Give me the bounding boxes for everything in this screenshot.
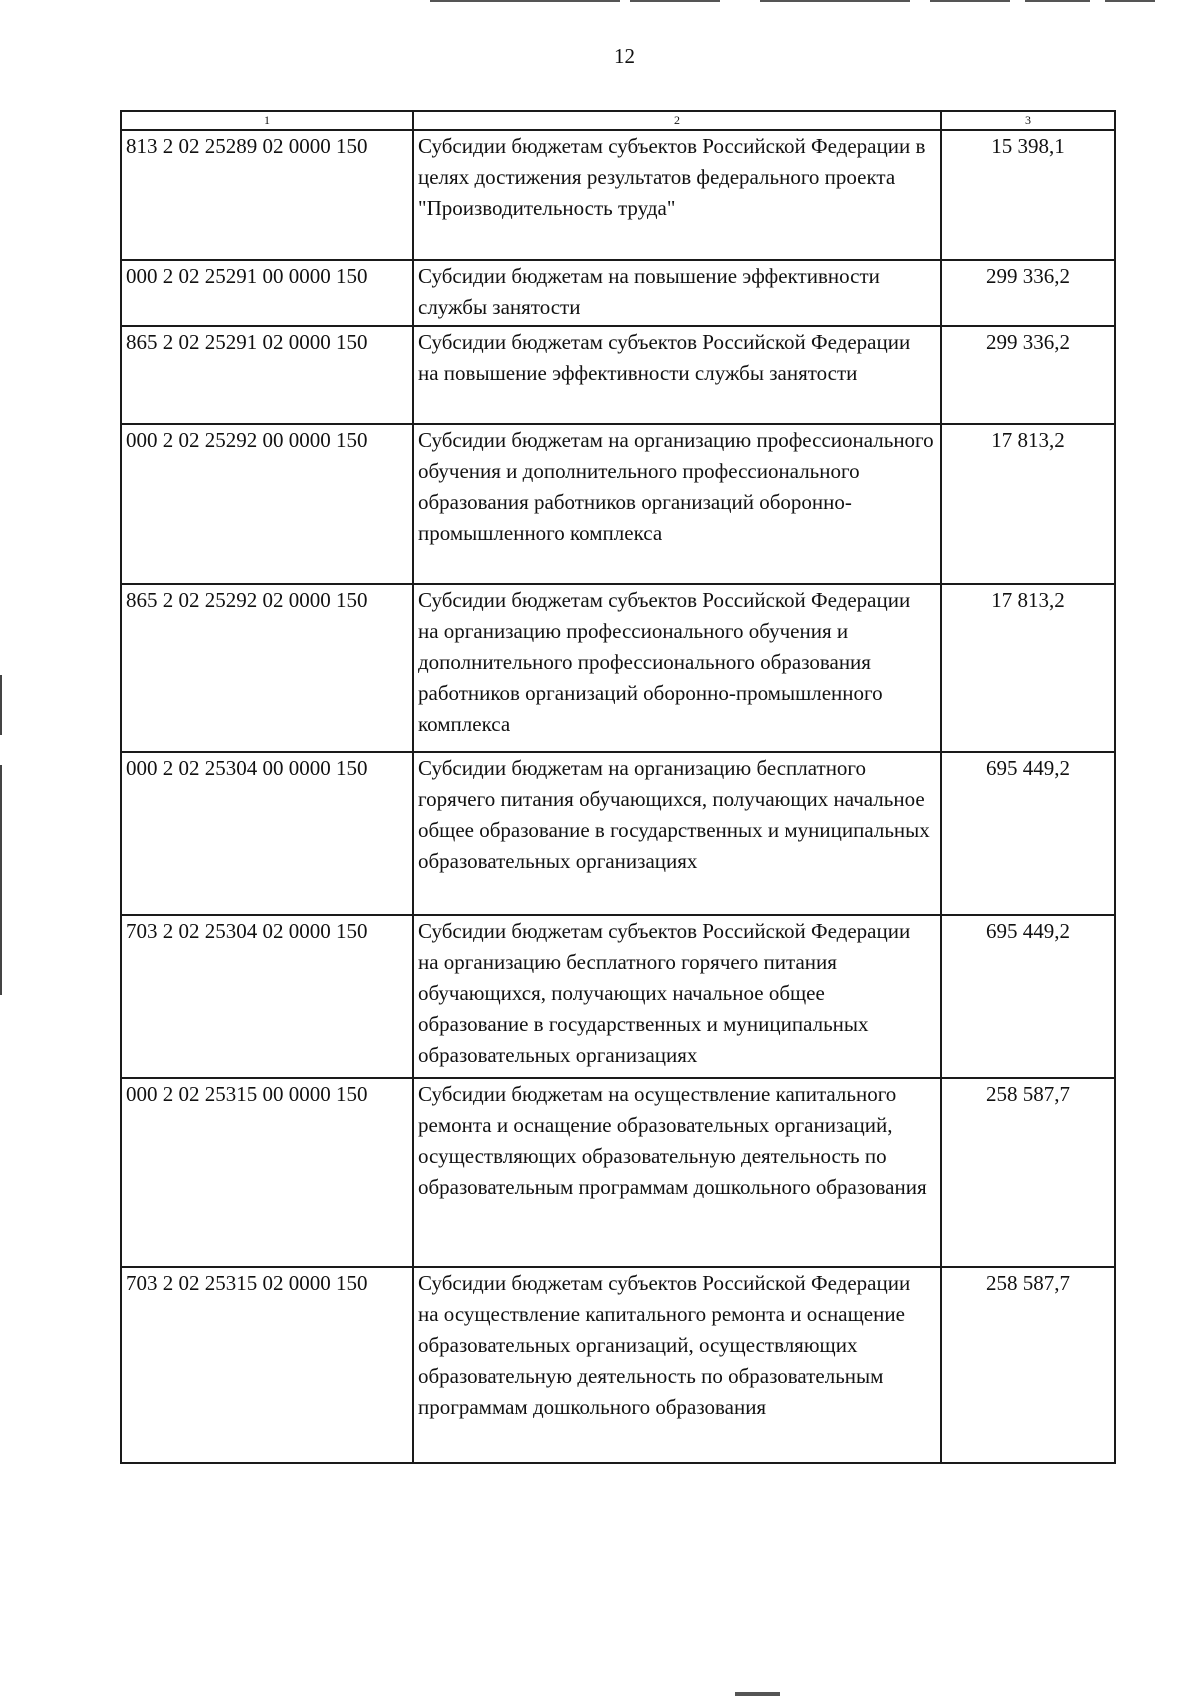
budget-code-cell: 000 2 02 25291 00 0000 150: [121, 260, 413, 326]
column-header-code: 1: [121, 111, 413, 130]
amount-cell: 258 587,7: [941, 1267, 1115, 1463]
table-row: [121, 584, 1115, 752]
amount-cell: 17 813,2: [941, 424, 1115, 584]
amount-cell: 695 449,2: [941, 915, 1115, 1078]
amount-cell: 15 398,1: [941, 130, 1115, 260]
page-number: 12: [614, 44, 635, 68]
amount-cell: 299 336,2: [941, 326, 1115, 424]
budget-code-cell: 000 2 02 25315 00 0000 150: [121, 1078, 413, 1267]
scan-line-top: [1025, 0, 1090, 2]
description-cell: Субсидии бюджетам на организацию бесплатного горячего питания обучающихся, получающих начальное общее образование в государственных и муниципальных образовательных организациях: [413, 752, 941, 915]
amount-cell: 695 449,2: [941, 752, 1115, 915]
amount-cell: 17 813,2: [941, 584, 1115, 752]
scan-line-top: [760, 0, 910, 2]
budget-code-cell: 000 2 02 25304 00 0000 150: [121, 752, 413, 915]
scan-line-top: [430, 0, 620, 2]
amount-cell: 258 587,7: [941, 1078, 1115, 1267]
column-header-amount: 3: [941, 111, 1115, 130]
description-cell: Субсидии бюджетам субъектов Российской Федерации на организацию профессионального обучения и дополнительного профессионального образования работников организаций оборонно-промышленного комплекса: [413, 584, 941, 752]
table-row: [121, 1267, 1115, 1463]
amount-cell: 299 336,2: [941, 260, 1115, 326]
table-row: [121, 130, 1115, 260]
table-row: [121, 1078, 1115, 1267]
description-cell: Субсидии бюджетам субъектов Российской Федерации на организацию бесплатного горячего питания обучающихся, получающих начальное общее образование в государственных и муниципальных образовательных организациях: [413, 915, 941, 1078]
description-cell: Субсидии бюджетам субъектов Российской Федерации на осуществление капитального ремонта и оснащение образовательных организаций, осуществляющих образовательную деятельность по образовательным программам дошкольного образования: [413, 1267, 941, 1463]
budget-code-cell: 865 2 02 25291 02 0000 150: [121, 326, 413, 424]
table-row: [121, 326, 1115, 424]
table-row: [121, 915, 1115, 1078]
budget-code-cell: 000 2 02 25292 00 0000 150: [121, 424, 413, 584]
scan-line-top: [1105, 0, 1155, 2]
table-header-row: [121, 111, 1115, 130]
scan-edge-mark: [0, 765, 2, 995]
scan-line-bottom: [735, 1692, 780, 1696]
scan-line-top: [630, 0, 720, 2]
budget-code-cell: 813 2 02 25289 02 0000 150: [121, 130, 413, 260]
description-cell: Субсидии бюджетам субъектов Российской Федерации в целях достижения результатов федерального проекта "Производительность труда": [413, 130, 941, 260]
scan-line-top: [930, 0, 1010, 2]
description-cell: Субсидии бюджетам на повышение эффективности службы занятости: [413, 260, 941, 326]
description-cell: Субсидии бюджетам на осуществление капитального ремонта и оснащение образовательных организаций, осуществляющих образовательную деятельность по образовательным программам дошкольного образования: [413, 1078, 941, 1267]
budget-code-cell: 703 2 02 25304 02 0000 150: [121, 915, 413, 1078]
table-row: [121, 752, 1115, 915]
budget-revenue-table: [120, 110, 1116, 1464]
budget-code-cell: 865 2 02 25292 02 0000 150: [121, 584, 413, 752]
description-cell: Субсидии бюджетам субъектов Российской Федерации на повышение эффективности службы занятости: [413, 326, 941, 424]
column-header-description: 2: [413, 111, 941, 130]
table-row: [121, 260, 1115, 326]
description-cell: Субсидии бюджетам на организацию профессионального обучения и дополнительного профессионального образования работников организаций оборонно-промышленного комплекса: [413, 424, 941, 584]
budget-code-cell: 703 2 02 25315 02 0000 150: [121, 1267, 413, 1463]
scan-edge-mark: [0, 675, 2, 735]
table-row: [121, 424, 1115, 584]
